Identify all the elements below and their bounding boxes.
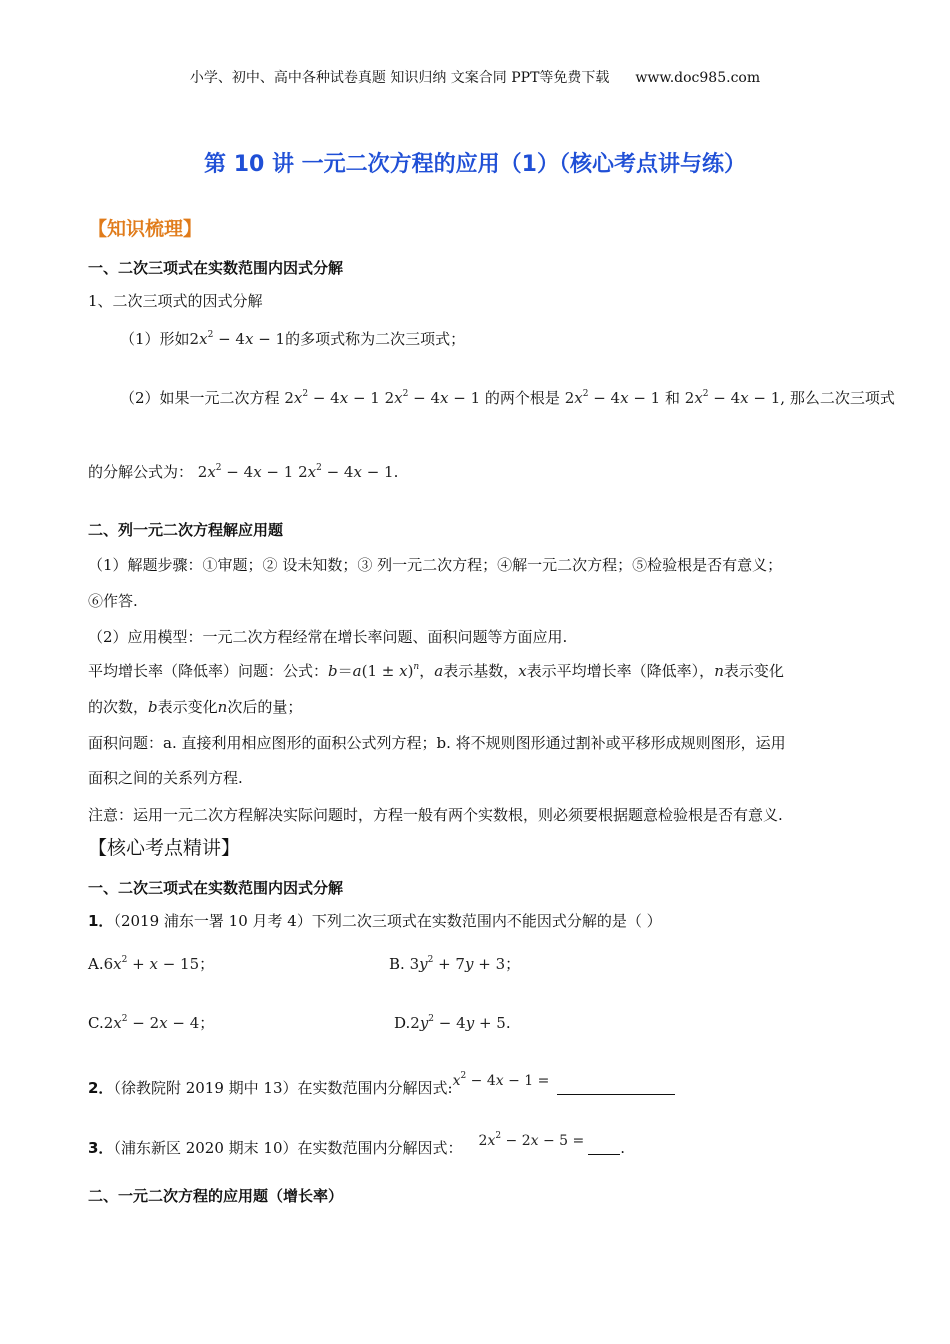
- s1-point-3: [88, 463, 398, 481]
- s2-line-1: （1）解题步骤：①审题；② 设未知数；③ 列一元二次方程；④解一元二次方程；⑤检验根是否有意义；: [88, 556, 783, 574]
- growth-b: ，: [419, 662, 435, 680]
- q1-d-formula: $2y^2 - 4y + 5$: [410, 1014, 506, 1032]
- k2-heading: 二、一元二次方程的应用题（增长率）: [88, 1187, 344, 1205]
- q1-a-label: A.: [88, 955, 104, 973]
- growth-line2b: 表示变化: [157, 698, 218, 716]
- s2-area-line-2: 面积之间的关系列方程.: [88, 769, 243, 787]
- var-x: x: [518, 662, 527, 680]
- q1-text: （2019 浦东一署 10 月考 4）下列二次三项式在实数范围内不能因式分解的是（ ）: [113, 912, 662, 930]
- page-title: 第 10 讲 一元二次方程的应用（1）（核心考点讲与练）: [204, 152, 746, 177]
- formula-quadratic: $2x^2 - 4x - 1$: [189, 330, 286, 348]
- s1-p1-suffix: 的多项式称为二次三项式；: [285, 330, 466, 348]
- k1-heading: 一、二次三项式在实数范围内因式分解: [88, 879, 344, 897]
- var-b: b: [148, 698, 158, 716]
- growth-c: 表示基数，: [443, 662, 519, 680]
- s1-subheading: 1、二次三项式的因式分解: [88, 292, 263, 310]
- section-core-title: 【核心考点精讲】: [88, 837, 241, 859]
- s2-line-3: （2）应用模型：一元二次方程经常在增长率问题、面积问题等方面应用.: [88, 628, 568, 646]
- q1-option-d[interactable]: [394, 1014, 511, 1032]
- formula-root-2: $2x^2 - 4x - 1$: [680, 389, 781, 407]
- q1-option-c[interactable]: [88, 1014, 214, 1032]
- var-n-2: n: [217, 698, 228, 716]
- q3-answer-blank[interactable]: [588, 1140, 620, 1155]
- q1-c-end: ；: [199, 1014, 215, 1032]
- s1-p1-prefix: （1）形如: [120, 330, 190, 348]
- s1-heading: 一、二次三项式在实数范围内因式分解: [88, 259, 344, 277]
- q1-b-end: ；: [505, 955, 521, 973]
- q3-end: .: [620, 1139, 626, 1157]
- q1-b-label: B.: [389, 955, 405, 973]
- q2-stem: [88, 1071, 675, 1098]
- growth-e: 表示变化: [723, 662, 784, 680]
- s1-point-2: [120, 389, 895, 407]
- s1-p2-suffix: , 那么二次三项式: [780, 389, 895, 407]
- s2-growth-line-2: [88, 698, 302, 716]
- q1-a-end: ；: [199, 955, 215, 973]
- growth-d: 表示平均增长率（降低率），: [526, 662, 715, 680]
- s2-area-line-1: 面积问题：a. 直接利用相应图形的面积公式列方程；b. 将不规则图形通过割补或平移形成规则图形，运用: [88, 734, 786, 752]
- s1-point-1: [120, 330, 465, 348]
- q3-stem: [88, 1131, 626, 1158]
- s1-p2-prefix: （2）如果一元二次方程: [120, 389, 280, 407]
- s1-p3-suffix: .: [393, 463, 399, 481]
- formula-growth: $b=a(1 \pm x)^n$: [328, 662, 420, 680]
- page-header: [0, 70, 950, 87]
- q3-formula: $2x^2 - 2x - 5$ =: [478, 1131, 585, 1149]
- s2-line-2: ⑥作答.: [88, 592, 138, 610]
- q1-c-label: C.: [88, 1014, 104, 1032]
- q1-option-b[interactable]: [389, 955, 520, 973]
- q1-number: 1．: [88, 912, 114, 930]
- formula-root-1: $2x^2 - 4x - 1$: [559, 389, 665, 407]
- q1-a-formula: $6x^2 + x - 15$: [103, 955, 200, 973]
- q1-d-end: .: [505, 1014, 511, 1032]
- q1-d-label: D.: [394, 1014, 411, 1032]
- q1-b-formula: $3y^2 + 7y + 3$: [404, 955, 506, 973]
- q2-text: （徐教院附 2019 期中 13）在实数范围内分解因式:: [113, 1079, 453, 1097]
- q2-number: 2．: [88, 1079, 114, 1097]
- s1-p3-prefix: 的分解公式为：: [88, 463, 194, 481]
- header-text: 小学、初中、高中各种试卷真题 知识归纳 文案合同 PPT等免费下载: [189, 70, 610, 86]
- s1-p2-mid1: 的两个根是: [484, 389, 560, 407]
- growth-a: 平均增长率（降低率）问题：公式：: [88, 662, 329, 680]
- q3-number: 3．: [88, 1139, 114, 1157]
- q2-answer-blank[interactable]: [557, 1080, 675, 1095]
- s2-note: 注意：运用一元二次方程解决实际问题时，方程一般有两个实数根，则必须要根据题意检验根是否有意义.: [88, 806, 783, 824]
- q2-formula: $x^2 - 4x - 1$ =: [452, 1071, 550, 1089]
- section-knowledge-title: 【知识梳理】: [88, 218, 203, 240]
- s1-p2-mid2: 和: [664, 389, 680, 407]
- s2-growth-line-1: [88, 662, 784, 680]
- q1-c-formula: $2x^2 - 2x - 4$: [103, 1014, 200, 1032]
- header-site[interactable]: www.doc985.com: [635, 70, 761, 86]
- var-a: a: [434, 662, 444, 680]
- growth-line2a: 的次数，: [88, 698, 149, 716]
- q1-option-a[interactable]: [88, 955, 214, 973]
- formula-factorization: $2x^2 - 4x - 1$ $2x^2 - 4x - 1$: [193, 463, 394, 481]
- formula-equation: $2x^2 - 4x - 1$ $2x^2 - 4x - 1$: [279, 389, 485, 407]
- growth-line2c: 次后的量；: [227, 698, 303, 716]
- var-n: n: [714, 662, 724, 680]
- q3-text: （浦东新区 2020 期末 10）在实数范围内分解因式：: [113, 1139, 463, 1157]
- s2-heading: 二、列一元二次方程解应用题: [88, 521, 284, 539]
- q1-stem: [88, 912, 662, 930]
